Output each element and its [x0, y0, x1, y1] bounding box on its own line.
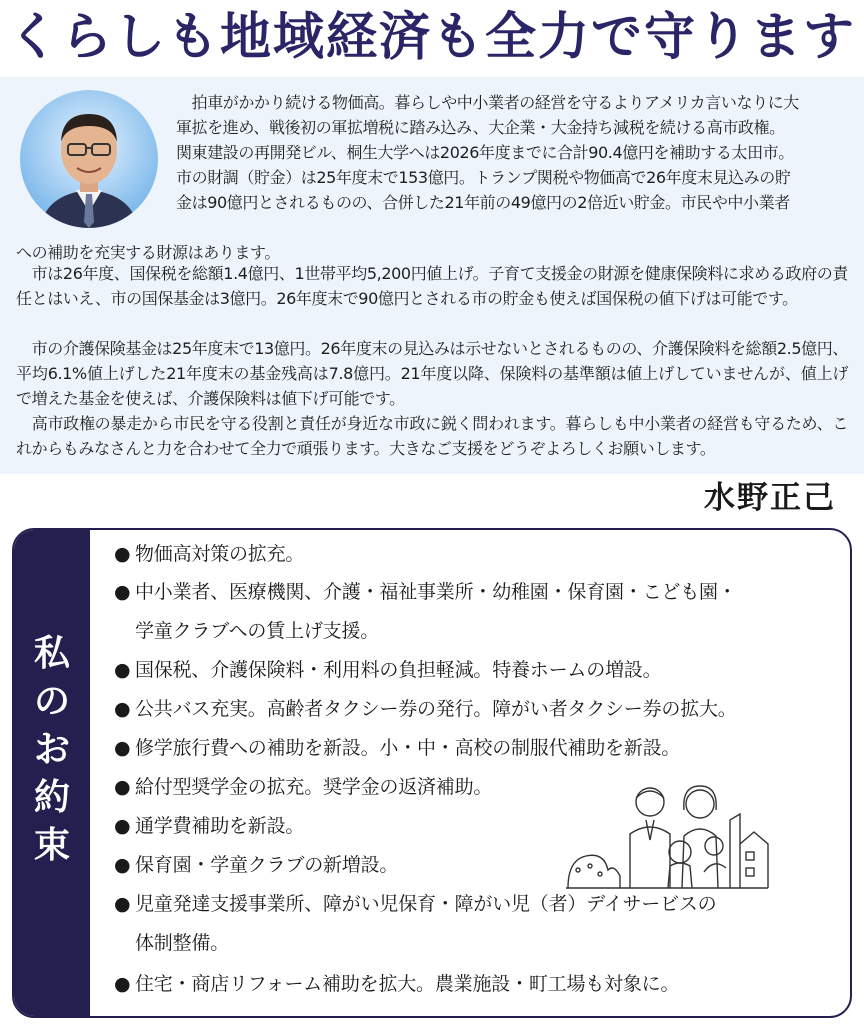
- pledge-item: [114, 652, 661, 689]
- intro-line: 市の財調（貯金）は25年度末で153億円。トランプ関税や物価高で26年度末見込みの貯: [176, 168, 791, 187]
- bullet: ●: [114, 543, 131, 565]
- intro-line: 金は90億円とされるものの、合併した21年前の49億円の2倍近い貯金。市民や中小業者: [176, 193, 790, 212]
- intro-paragraph-1-continued: への補助を充実する財源はあります。: [16, 243, 280, 262]
- pledge-item: [114, 536, 304, 573]
- pledge-text: 住宅・商店リフォーム補助を拡大。農業施設・町工場も対象に。: [135, 973, 680, 995]
- pledge-text: 修学旅行費への補助を新設。小・中・高校の制服代補助を新設。: [135, 737, 681, 759]
- pledge-item-continued: [114, 925, 229, 962]
- pledge-item-continued: [114, 613, 379, 650]
- intro-line: 軍拡を進め、戦後初の軍拡増税に踏み込み、大企業・大金持ち減税を続ける高市政権。: [176, 118, 785, 137]
- intro-line: 拍車がかかり続ける物価高。暮らしや中小業者の経営を守るよりアメリカ言いなりに大: [176, 93, 799, 112]
- pledge-title-char: 束: [33, 825, 70, 866]
- pledge-sidebar: [14, 530, 90, 1016]
- family-illustration: [564, 780, 770, 890]
- intro-line: 関東建設の再開発ビル、桐生大学へは2026年度までに合計90.4億円を補助する太田市。: [176, 143, 794, 162]
- bullet: ●: [114, 737, 131, 759]
- bullet: ●: [114, 581, 131, 603]
- pledge-text: 体制整備。: [135, 932, 230, 954]
- pledge-item: [114, 847, 398, 884]
- pledge-title-char: お: [33, 729, 70, 770]
- bullet: ●: [114, 973, 131, 995]
- pledge-item: [114, 808, 304, 845]
- family-illustration-icon: [564, 780, 770, 890]
- candidate-portrait: [20, 90, 158, 228]
- pledge-text: 保育園・学童クラブの新増設。: [135, 854, 399, 876]
- intro-paragraph-4: 高市政権の暴走から市民を守る役割と責任が身近な市政に鋭く問われます。暮らしも中小業者の経営も守るため、これからもみなさんと力を合わせて全力で頑張ります。大きなご支援をどうぞよろしくお願いします。: [16, 414, 848, 458]
- bullet: ●: [114, 815, 131, 837]
- pledge-title-char: の: [33, 681, 70, 722]
- intro-paragraph-1: [176, 90, 848, 215]
- pledge-text: 給付型奨学金の拡充。奨学金の返済補助。: [135, 776, 493, 798]
- pledge-title-char: 約: [33, 777, 70, 818]
- pledge-text: 通学費補助を新設。: [135, 815, 305, 837]
- bullet: ●: [114, 776, 131, 798]
- pledge-text: 物価高対策の拡充。: [135, 543, 305, 565]
- pledge-text: 学童クラブへの賃上げ支援。: [135, 620, 380, 642]
- bullet: ●: [114, 854, 131, 876]
- pledge-text: 国保税、介護保険料・利用料の負担軽減。特養ホームの増設。: [135, 659, 662, 681]
- pledge-title: [14, 630, 90, 870]
- pledge-title-char: 私: [33, 633, 70, 674]
- pledge-item: [114, 886, 716, 923]
- pledge-text: 児童発達支援事業所、障がい児保育・障がい児（者）デイサービスの: [135, 893, 717, 915]
- pledge-item: [114, 574, 737, 611]
- pledge-item: [114, 691, 737, 728]
- bullet: ●: [114, 893, 131, 915]
- bullet: ●: [114, 659, 131, 681]
- signature: 水野正己: [704, 480, 836, 516]
- pledge-item: [114, 730, 680, 767]
- bullet: ●: [114, 698, 131, 720]
- pledge-item: [114, 769, 492, 806]
- portrait-photo-icon: [20, 90, 158, 228]
- headline: くらしも地域経済も全力で守ります: [7, 8, 856, 67]
- pledge-text: 公共バス充実。高齢者タクシー券の発行。障がい者タクシー券の拡大。: [135, 698, 737, 720]
- intro-paragraph-3: 市の介護保険基金は25年度末で13億円。26年度末の見込みは示せないとされるものの、介護保険料を総額2.5億円、平均6.1%値上げした21年度末の基金残高は7.8億円。21年度以降、保険料の基準額は値上げしていませんが、値上げで増えた基金を使えば、介護保険料は値下げ可能です。: [16, 339, 848, 408]
- pledge-text: 中小業者、医療機関、介護・福祉事業所・幼稚園・保育園・こども園・: [135, 581, 737, 603]
- intro-paragraph-2: 市は26年度、国保税を総額1.4億円、1世帯平均5,200円値上げ。子育て支援金の財源を健康保険料に求める政府の責任とはいえ、市の国保基金は3億円。26年度末で90億円とされる市の貯金も使えば国保税の値下げは可能です。: [16, 264, 848, 308]
- pledge-box: [12, 528, 852, 1018]
- pledge-item: [114, 966, 679, 1003]
